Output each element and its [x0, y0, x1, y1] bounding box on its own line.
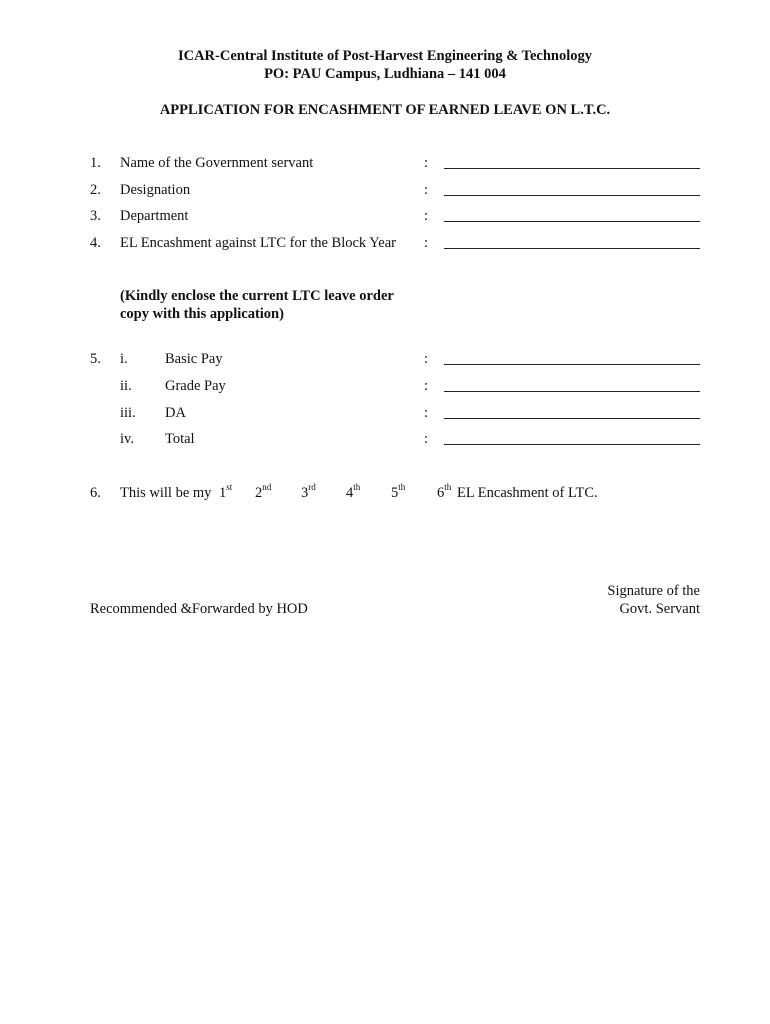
name-input-line[interactable] — [444, 168, 700, 169]
field-colon: : — [424, 405, 429, 421]
ordinal-option[interactable] — [301, 482, 316, 502]
pay-label: Total — [165, 431, 195, 447]
ordinal-number: 5 — [391, 485, 399, 501]
block-year-input-line[interactable] — [444, 248, 700, 249]
field-number: 3. — [90, 208, 101, 224]
field-colon: : — [424, 351, 429, 367]
ordinal-suffix: th — [398, 482, 406, 492]
ordinal-number: 3 — [301, 485, 309, 501]
field-number: 2. — [90, 182, 101, 198]
ordinal-option[interactable] — [219, 482, 233, 502]
designation-input-line[interactable] — [444, 195, 700, 196]
encashment-suffix: EL Encashment of LTC. — [457, 485, 598, 501]
ordinal-number: 6 — [437, 485, 445, 501]
field-label: Designation — [120, 182, 191, 198]
ordinal-number: 2 — [255, 485, 263, 501]
field-label: Department — [120, 208, 189, 224]
ordinal-suffix: rd — [308, 482, 316, 492]
institute-address: PO: PAU Campus, Ludhiana – 141 004 — [264, 66, 506, 82]
ordinal-suffix: st — [226, 482, 233, 492]
ordinal-suffix: nd — [262, 482, 272, 492]
ordinal-number: 4 — [346, 485, 354, 501]
pay-roman: iii. — [120, 405, 136, 421]
da-input-line[interactable] — [444, 418, 700, 419]
ordinal-option[interactable] — [437, 482, 452, 502]
form-title: APPLICATION FOR ENCASHMENT OF EARNED LEAVE ON L.T.C. — [159, 102, 611, 118]
pay-label: Basic Pay — [165, 351, 223, 367]
pay-roman: iv. — [120, 431, 134, 447]
field-colon: : — [424, 378, 429, 394]
field-number: 5. — [90, 351, 101, 367]
note-line-2: copy with this application) — [120, 306, 284, 322]
field-colon: : — [424, 155, 429, 171]
signature-label-line-1: Signature of the — [607, 583, 700, 599]
ordinal-option[interactable] — [255, 482, 272, 502]
department-input-line[interactable] — [444, 221, 700, 222]
signature-label-line-2: Govt. Servant — [619, 601, 700, 617]
pay-roman: i. — [120, 351, 128, 367]
field-number: 6. — [90, 485, 101, 501]
hod-recommendation: Recommended &Forwarded by HOD — [90, 601, 308, 617]
field-number: 4. — [90, 235, 101, 251]
total-input-line[interactable] — [444, 444, 700, 445]
grade-pay-input-line[interactable] — [444, 391, 700, 392]
pay-roman: ii. — [120, 378, 132, 394]
field-colon: : — [424, 208, 429, 224]
field-number: 1. — [90, 155, 101, 171]
institute-name: ICAR-Central Institute of Post-Harvest Engineering & Technology — [177, 48, 593, 64]
ordinal-suffix: th — [444, 482, 452, 492]
field-colon: : — [424, 235, 429, 251]
field-label: EL Encashment against LTC for the Block Year — [120, 235, 396, 251]
field-colon: : — [424, 182, 429, 198]
ordinal-suffix: th — [353, 482, 361, 492]
field-label: Name of the Government servant — [120, 155, 314, 171]
note-line-1: (Kindly enclose the current LTC leave order — [120, 288, 394, 304]
pay-label: DA — [165, 405, 186, 421]
ordinal-option[interactable] — [346, 482, 361, 502]
field-colon: : — [424, 431, 429, 447]
ordinal-option[interactable] — [391, 482, 406, 502]
basic-pay-input-line[interactable] — [444, 364, 700, 365]
encashment-prefix: This will be my — [120, 485, 212, 501]
ordinal-number: 1 — [219, 485, 227, 501]
pay-label: Grade Pay — [165, 378, 226, 394]
